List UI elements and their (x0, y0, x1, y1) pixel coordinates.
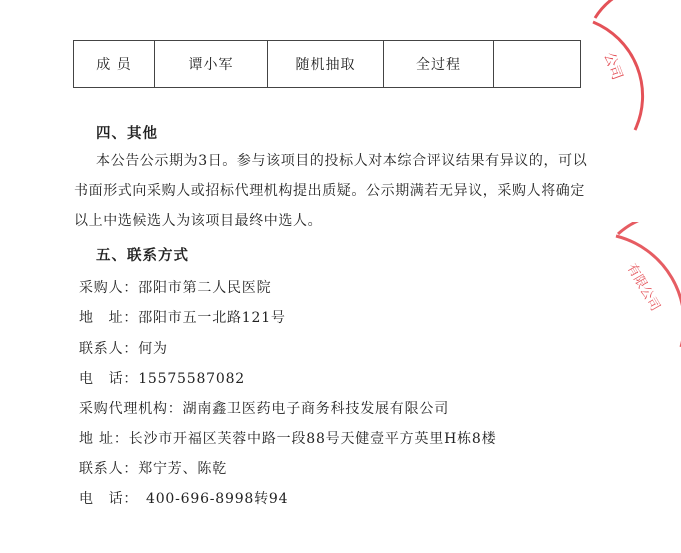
table-cell-role: 成 员 (74, 41, 155, 88)
agency-address-line: 地 址：长沙市开福区芙蓉中路一段88号天健壹平方英里H栋8楼 (79, 431, 497, 447)
section5-heading: 五、联系方式 (96, 248, 189, 264)
purchaser-contact-line: 联系人：何为 (79, 341, 168, 357)
table-row (74, 41, 581, 88)
table-cell-method: 随机抽取 (268, 41, 384, 88)
section4-heading: 四、其他 (96, 126, 158, 142)
agency-line: 采购代理机构：湖南鑫卫医药电子商务科技发展有限公司 (79, 401, 449, 417)
company-seal-right (610, 222, 681, 352)
table-cell-name: 谭小军 (155, 41, 268, 88)
agency-phone-line: 电 话： 400-696-8998转94 (79, 491, 289, 507)
company-seal-top (575, 0, 681, 150)
purchaser-phone-line: 电 话：15575587082 (79, 371, 245, 387)
purchaser-address-line: 地 址：邵阳市五一北路121号 (79, 310, 286, 326)
svg-text:公司: 公司 (601, 50, 627, 82)
svg-text:有限公司: 有限公司 (624, 260, 664, 314)
members-table (73, 40, 581, 88)
section4-text: 本公告公示期为3日。参与该项目的投标人对本综合评议结果有异议的，可以书面形式向采购人或招标代理机构提出质疑。公示期满若无异议，采购人将确定以上中选候选人为该项目最终中选人。 (74, 153, 588, 229)
purchaser-line: 采购人：邵阳市第二人民医院 (79, 280, 272, 296)
table-cell-empty (494, 41, 581, 88)
section4-paragraph (74, 146, 594, 236)
table-cell-scope: 全过程 (384, 41, 494, 88)
agency-contact-line: 联系人：郑宁芳、陈乾 (79, 461, 227, 477)
